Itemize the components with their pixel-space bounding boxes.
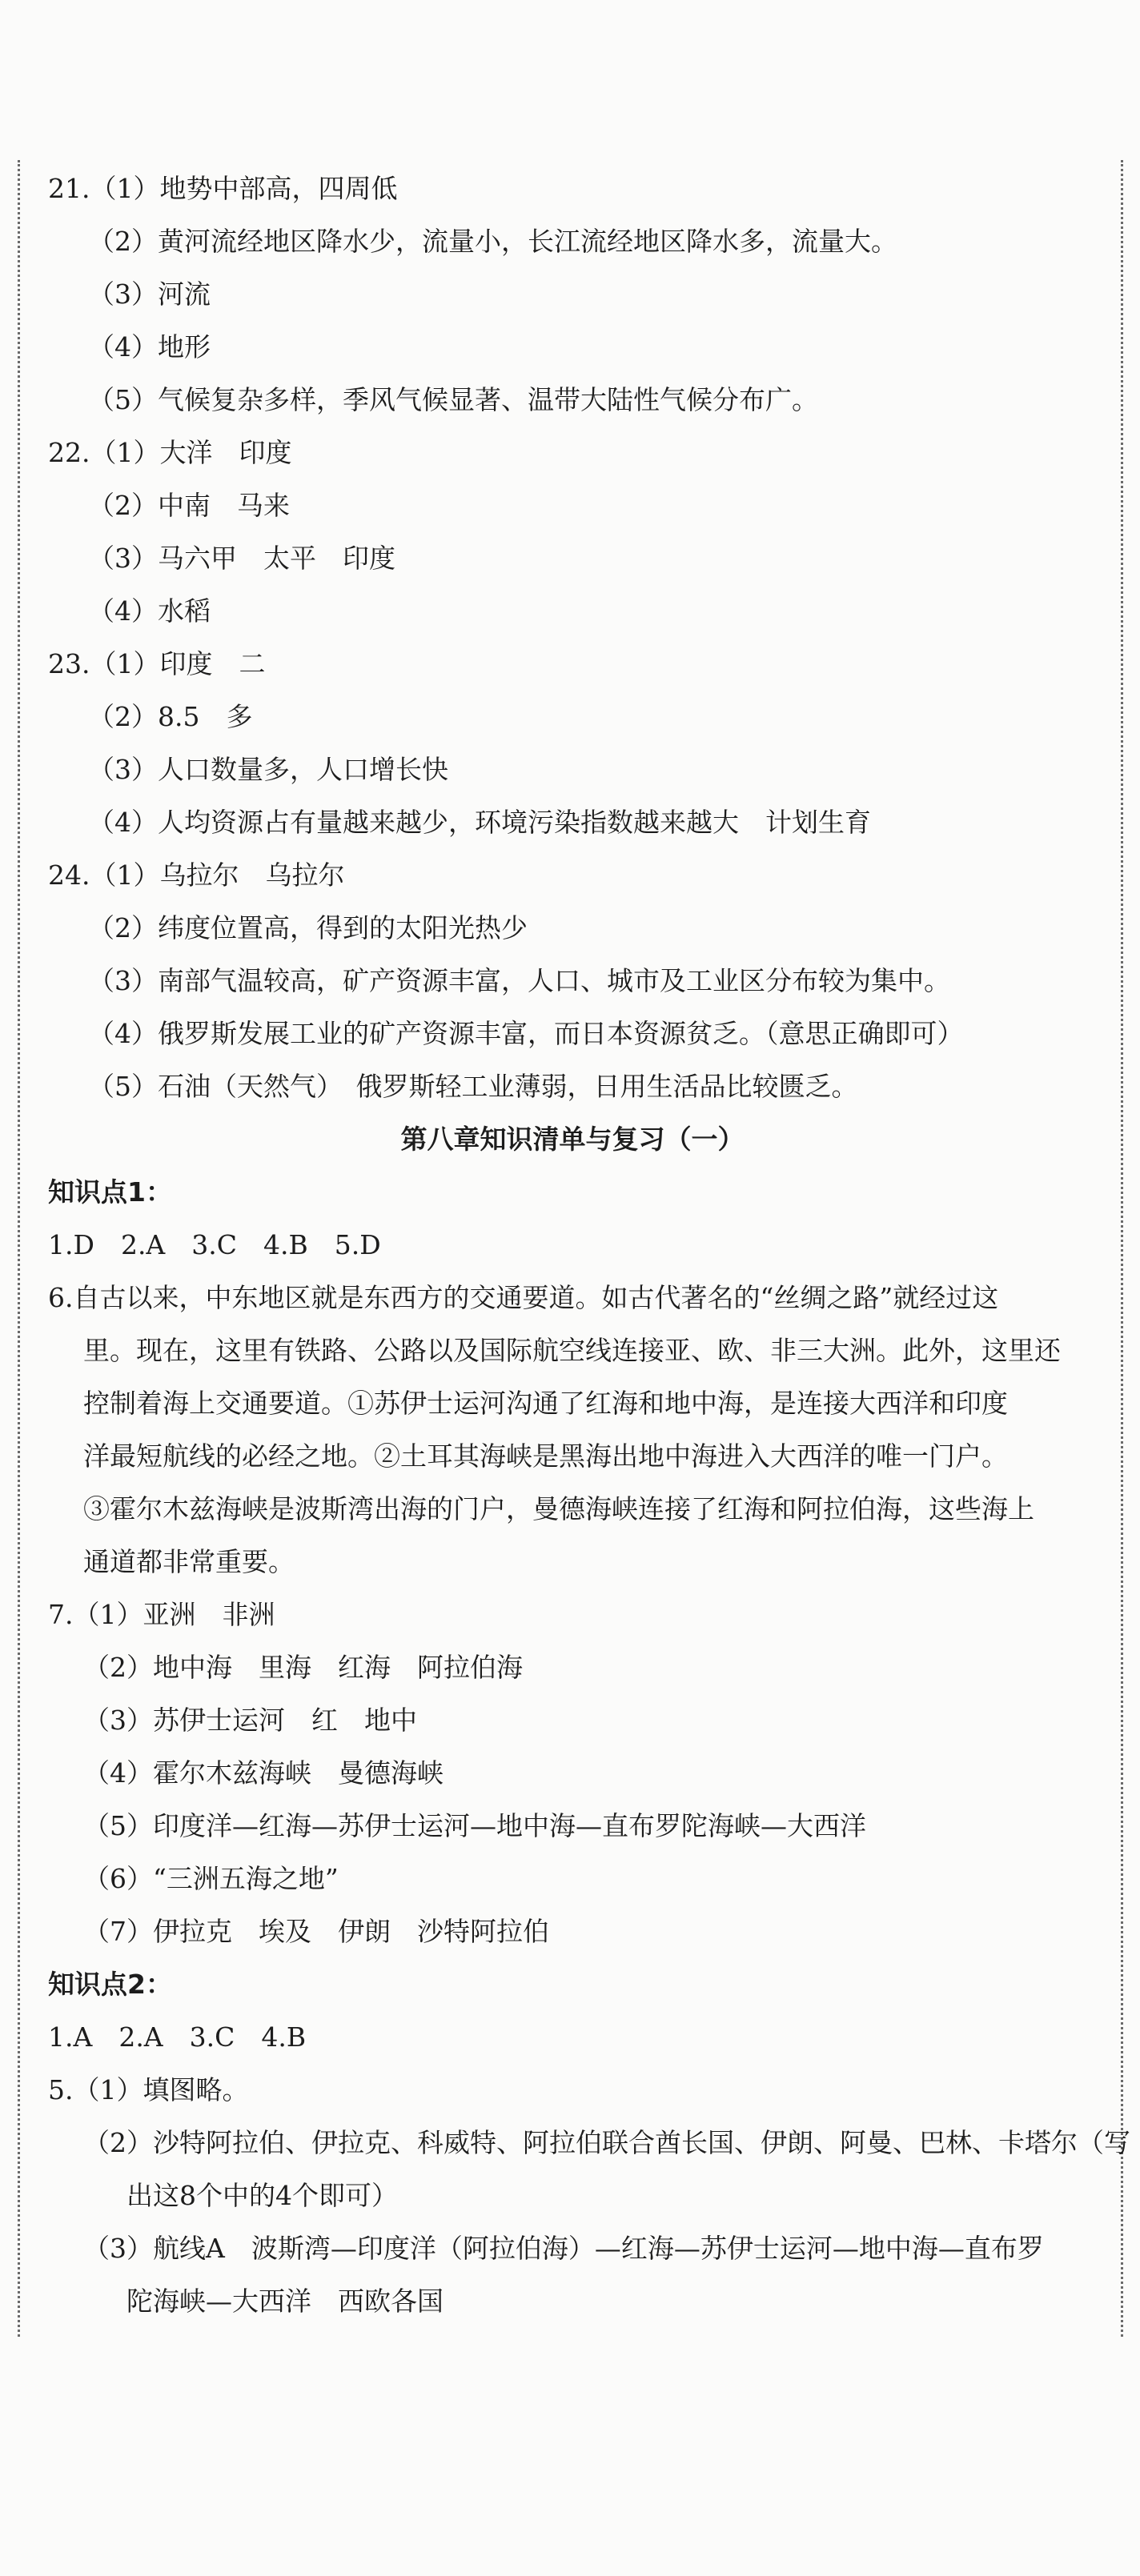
q24-line-2: （2）纬度位置高，得到的太阳光热少	[88, 912, 528, 943]
q22-line-3: （3）马六甲 太平 印度	[88, 543, 395, 574]
q23-line-1: 23.（1）印度 二	[48, 648, 266, 679]
q6-line-6: 通道都非常重要。	[83, 1546, 295, 1577]
q7-line-2: （2）地中海 里海 红海 阿拉伯海	[83, 1652, 523, 1683]
q7-line-7: （7）伊拉克 埃及 伊朗 沙特阿拉伯	[83, 1916, 549, 1947]
chapter-title: 第八章知识清单与复习（一）	[400, 1124, 745, 1155]
q21-line-1: 21.（1）地势中部高，四周低	[48, 173, 398, 204]
answer-page-content	[48, 162, 1130, 2328]
q24-line-4: （4）俄罗斯发展工业的矿产资源丰富，而日本资源贫乏。（意思正确即可）	[88, 1018, 964, 1049]
q21-line-2: （2）黄河流经地区降水少，流量小，长江流经地区降水多，流量大。	[88, 226, 897, 257]
q6-line-3: 控制着海上交通要道。①苏伊士运河沟通了红海和地中海，是连接大西洋和印度	[83, 1388, 1008, 1419]
q21-line-4: （4）地形	[88, 331, 211, 363]
kp1-choice-answers: 1.D 2.A 3.C 4.B 5.D	[48, 1229, 381, 1260]
q22-line-2: （2）中南 马来	[88, 490, 290, 521]
q21-line-5: （5）气候复杂多样，季风气候显著、温带大陆性气候分布广。	[88, 384, 818, 415]
q7-line-4: （4）霍尔木兹海峡 曼德海峡	[83, 1757, 444, 1789]
q7-line-5: （5）印度洋—红海—苏伊士运河—地中海—直布罗陀海峡—大西洋	[83, 1810, 866, 1841]
kp2-choice-answers: 1.A 2.A 3.C 4.B	[48, 2021, 307, 2053]
q7-line-6: （6）“三洲五海之地”	[83, 1863, 339, 1894]
q7-line-1: 7.（1）亚洲 非洲	[48, 1599, 275, 1630]
q24-line-5: （5）石油（天然气） 俄罗斯轻工业薄弱，日用生活品比较匮乏。	[88, 1071, 858, 1102]
q5-line-1: 5.（1）填图略。	[48, 2074, 249, 2105]
q5-line-2b: 出这8个中的4个即可）	[126, 2180, 398, 2211]
q6-line-5: ③霍尔木兹海峡是波斯湾出海的门户，曼德海峡连接了红海和阿拉伯海，这些海上	[83, 1493, 1034, 1524]
q5-line-2a: （2）沙特阿拉伯、伊拉克、科威特、阿拉伯联合酋长国、伊朗、阿曼、巴林、卡塔尔（写	[83, 2127, 1130, 2158]
q23-line-2: （2）8.5 多	[88, 701, 253, 732]
q6-line-2: 里。现在，这里有铁路、公路以及国际航空线连接亚、欧、非三大洲。此外，这里还	[83, 1335, 1061, 1366]
left-margin-dotted-rule	[18, 160, 20, 2337]
q7-line-3: （3）苏伊士运河 红 地中	[83, 1705, 417, 1736]
q5-line-3b: 陀海峡—大西洋 西欧各国	[126, 2286, 444, 2317]
knowledge-point-2-heading: 知识点2：	[48, 1969, 172, 2000]
knowledge-point-1-heading: 知识点1：	[48, 1176, 172, 1208]
q22-line-4: （4）水稻	[88, 595, 211, 627]
q24-line-1: 24.（1）乌拉尔 乌拉尔	[48, 859, 345, 891]
q5-line-3a: （3）航线A 波斯湾—印度洋（阿拉伯海）—红海—苏伊士运河—地中海—直布罗	[83, 2233, 1044, 2264]
q6-line-1: 6.自古以来，中东地区就是东西方的交通要道。如古代著名的“丝绸之路”就经过这	[48, 1282, 999, 1313]
q6-line-4: 洋最短航线的必经之地。②土耳其海峡是黑海出地中海进入大西洋的唯一门户。	[83, 1440, 1008, 1472]
q6-paragraph	[48, 1272, 1092, 1588]
q23-line-3: （3）人口数量多，人口增长快	[88, 754, 448, 785]
q24-line-3: （3）南部气温较高，矿产资源丰富，人口、城市及工业区分布较为集中。	[88, 965, 950, 996]
q22-line-1: 22.（1）大洋 印度	[48, 437, 292, 468]
q21-line-3: （3）河流	[88, 278, 211, 310]
right-margin-dotted-rule	[1121, 160, 1123, 2337]
q23-line-4: （4）人均资源占有量越来越少，环境污染指数越来越大 计划生育	[88, 807, 871, 838]
